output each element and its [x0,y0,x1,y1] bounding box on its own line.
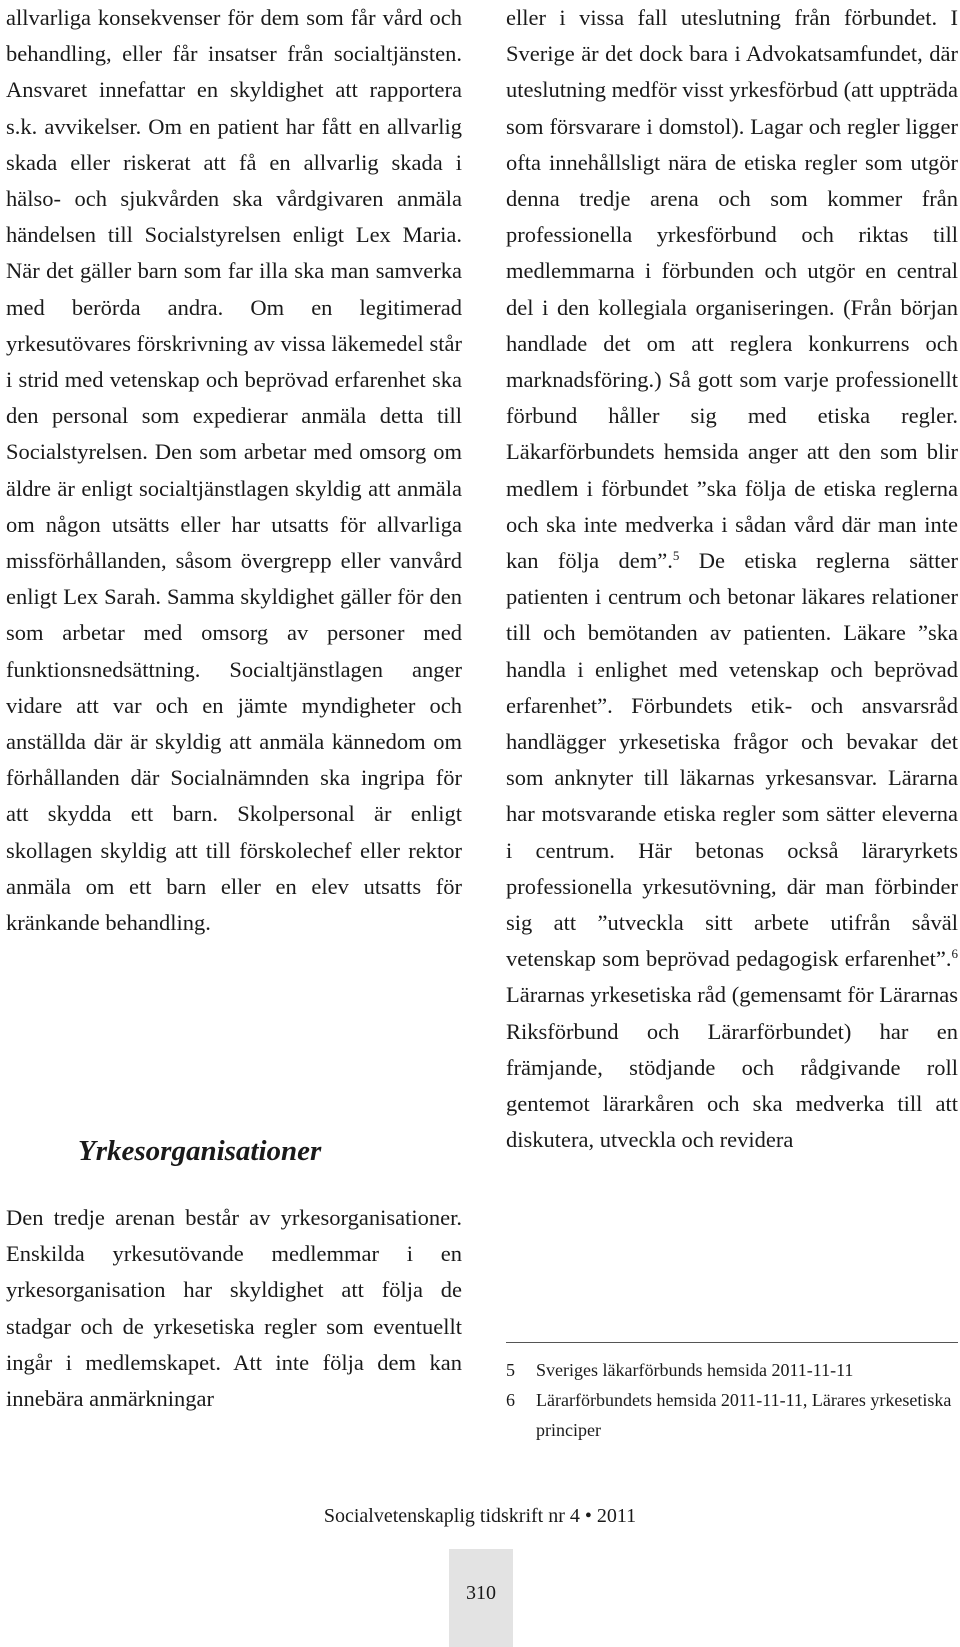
page-number: 310 [466,1582,496,1604]
left-column-continuation [6,1200,462,1417]
section-heading: Yrkesorganisationer [78,1135,322,1167]
body-text: De etiska reglerna sätter patienten i centrum och betonar läkares relationer till och bemötanden av patienten. Läkare ”ska handla i enlighet med vetenskap och beprövad erfarenhet”. Förbundets etik- och ansvarsråd handlägger yrkesetiska frågor och bevakar det som anknyter till läkarnas yrkesansvar. Lärarna har motsvarande etiska regler som sätter eleverna i centrum. Här betonas också läraryrkets professionella yrkesutövning, där man förbinder sig att ”utveckla sitt arbete utifrån såväl vetenskap som beprövad pedagogisk erfarenhet”. [506,548,958,972]
body-paragraph: allvarliga konsekvenser för dem som får vård och behandling, eller får insatser från socialtjänsten. Ansvaret innefattar en skyldighet att rapportera s.k. avvikelser. Om en patient har fått en allvarlig skada eller riskerat att få en allvarlig skada i hälso- och sjukvården ska vårdgivaren anmäla händelsen till Socialstyrelsen enligt Lex Maria. När det gäller barn som far illa ska man samverka med berörda andra. Om en legitimerad yrkesutövares förskrivning av vissa läkemedel står i strid med vetenskap och beprövad erfarenhet ska den personal som expedierar anmäla detta till Socialstyrelsen. Den som arbetar med omsorg om äldre är enligt socialtjänstlagen skyldig att anmäla om någon utsätts eller har utsatts för allvarliga missförhållanden, såsom övergrepp eller vanvård enligt Lex Sarah. Samma skyldighet gäller för den som arbetar med omsorg av personer med funktionsnedsättning. Socialtjänstlagen anger vidare att var och en jämte myndigheter och anställda där är skyldig att anmäla kännedom om förhållanden där Socialnämnden ska ingripa för att skydda ett barn. Skolpersonal är enligt skollagen skyldig att till förskolechef eller rektor anmäla om ett barn eller en elev utsatts för kränkande behandling. [6,5,462,936]
body-paragraph: Den tredje arenan består av yrkesorganisationer. Enskilda yrkesutövande medlemmar i en yrkesorganisation har skyldighet att följa de stadgar och de yrkesetiska regler som eventuellt ingår i medlemskapet. Att inte följa dem kan innebära anmärkningar [6,1205,462,1412]
page-number-box [449,1549,513,1647]
footnote [506,1355,958,1385]
journal-footer: Socialvetenskaplig tidskrift nr 4 • 2011 [323,1505,637,1527]
footnote-text: Lärarförbundets hemsida 2011-11-11, Lärares yrkesetiska principer [536,1390,952,1440]
body-text: Lärarnas yrkesetiska råd (gemensamt för Lärarnas Riksförbund och Lärarförbundet) har en främjande, stödjande och rådgivande roll gentemot lärarkåren och ska medverka till att diskutera, utveckla och revidera [506,982,958,1153]
footnote [506,1385,958,1445]
body-paragraph [506,0,958,1159]
right-column [506,0,958,1159]
body-text: eller i vissa fall uteslutning från förbundet. I Sverige är det dock bara i Advokatsamfundet, där uteslutning medför visst yrkesförbud (att uppträda som försvarare i domstol). Lagar och regler ligger ofta innehållsligt nära de etiska regler som utgör denna tredje arena och som kommer från professionella yrkesförbund och riktas till medlemmarna i förbunden och utgör en central del i den kollegiala organiseringen. (Från början handlade det om att reglera konkurrens och marknadsföring.) Så gott som varje professionellt förbund håller sig med etiska regler. Läkarförbundets hemsida anger att den som blir medlem i förbundet ”ska följa de etiska reglerna och ska inte medverka i sådan vård där man inte kan följa dem”. [506,5,958,574]
footnote-number: 6 [506,1390,515,1410]
footnote-number: 5 [506,1360,515,1380]
footnote-divider [506,1342,958,1343]
footnote-text: Sveriges läkarförbunds hemsida 2011-11-11 [536,1360,854,1380]
footnote-reference: 5 [672,548,680,564]
footnotes [506,1355,958,1445]
left-column [6,0,462,941]
footnote-reference: 6 [951,946,958,962]
